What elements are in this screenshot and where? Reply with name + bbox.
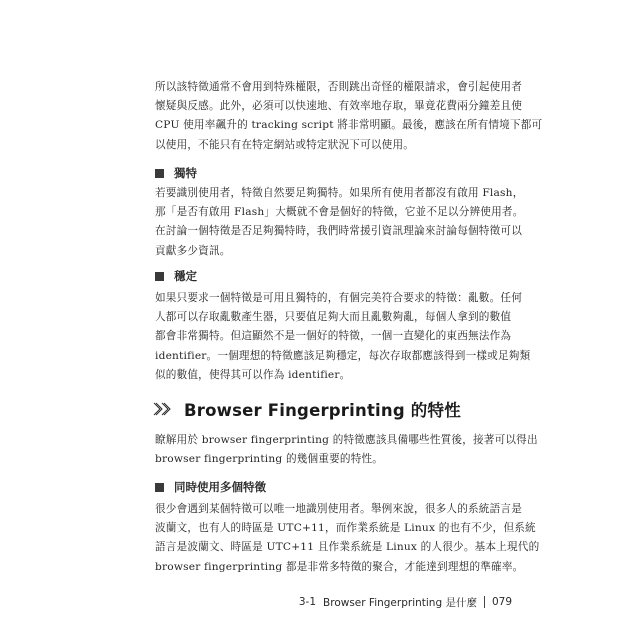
text-line: 貢獻多少資訊。: [155, 244, 231, 257]
text-line: browser fingerprinting 都是非常多特徵的聚合，才能達到理想的準確率。: [155, 560, 524, 573]
chapter-title: Browser Fingerprinting 是什麼: [323, 596, 477, 609]
intro-paragraph: [155, 78, 543, 155]
text-line: 所以該特徵通常不會用到特殊權限，否則跳出奇怪的權限請求，會引起使用者: [155, 81, 522, 93]
text-line: 若要識別使用者，特徵自然要足夠獨特。如果所有使用者都沒有啟用 Flash，: [155, 187, 524, 199]
square-bullet-icon: [155, 483, 164, 492]
subheading-unique: [155, 165, 197, 181]
text-line: 如果只要求一個特徵是可用且獨特的，有個完美符合要求的特徵：亂數。任何: [155, 292, 522, 304]
subheading-text: 獨特: [174, 166, 197, 180]
page-footer: [299, 594, 512, 610]
unique-paragraph: [155, 184, 524, 261]
subheading-text: 穩定: [174, 269, 197, 283]
text-line: 人都可以存取亂數產生器，只要值足夠大而且亂數夠亂，每個人拿到的數值: [155, 311, 512, 324]
text-line: 波蘭文，也有人的時區是 UTC+11，而作業系統是 Linux 的也有不少，但系統: [155, 522, 536, 535]
text-line: 瞭解用於 browser fingerprinting 的特徵應該具備哪些性質後，接著可以得出: [155, 434, 538, 446]
text-line: 都會非常獨特。但這顯然不是一個好的特徵，一個一直變化的東西無法作為: [155, 330, 512, 343]
text-line: 懷疑與反感。此外，必須可以快速地、有效率地存取，畢竟花費兩分鐘差且使: [155, 100, 522, 113]
subheading-stable: [155, 268, 197, 284]
footer-divider: [484, 596, 485, 608]
text-line: 那「是否有啟用 Flash」大概就不會是個好的特徵，它並不足以分辨使用者。: [155, 206, 524, 219]
page-number: 079: [491, 596, 512, 608]
square-bullet-icon: [155, 272, 164, 281]
text-line: 語言是波蘭文、時區是 UTC+11 且作業系統是 Linux 的人很少。基本上現代的: [155, 541, 540, 554]
square-bullet-icon: [155, 169, 164, 178]
chapter-number: 3-1: [298, 596, 317, 608]
subheading-text: 同時使用多個特徵: [174, 480, 266, 494]
section-heading: [152, 396, 461, 422]
multiple-paragraph: [155, 500, 540, 577]
stable-paragraph: [155, 289, 531, 385]
text-line: CPU 使用率飆升的 tracking script 將非常明顯。最後，應該在所有情境下都可: [155, 119, 543, 132]
subheading-multiple: [155, 479, 266, 495]
section-intro-paragraph: [155, 431, 538, 469]
text-line: browser fingerprinting 的幾個重要的特性。: [155, 453, 384, 466]
text-line: 在討論一個特徵是否足夠獨特時，我們時常援引資訊理論來討論每個特徵可以: [155, 225, 522, 238]
text-line: 以使用，不能只有在特定網站或特定狀況下可以使用。: [155, 138, 415, 151]
text-line: 很少會遇到某個特徵可以唯一地識別使用者。舉例來說，很多人的系統語言是: [155, 503, 522, 515]
double-chevron-icon: [152, 401, 174, 417]
text-line: 似的數值，使得其可以作為 identifier。: [155, 368, 351, 381]
section-title: Browser Fingerprinting 的特性: [184, 401, 461, 420]
text-line: identifier。一個理想的特徵應該足夠穩定，每次存取都應該得到一樣或足夠類: [155, 349, 531, 362]
